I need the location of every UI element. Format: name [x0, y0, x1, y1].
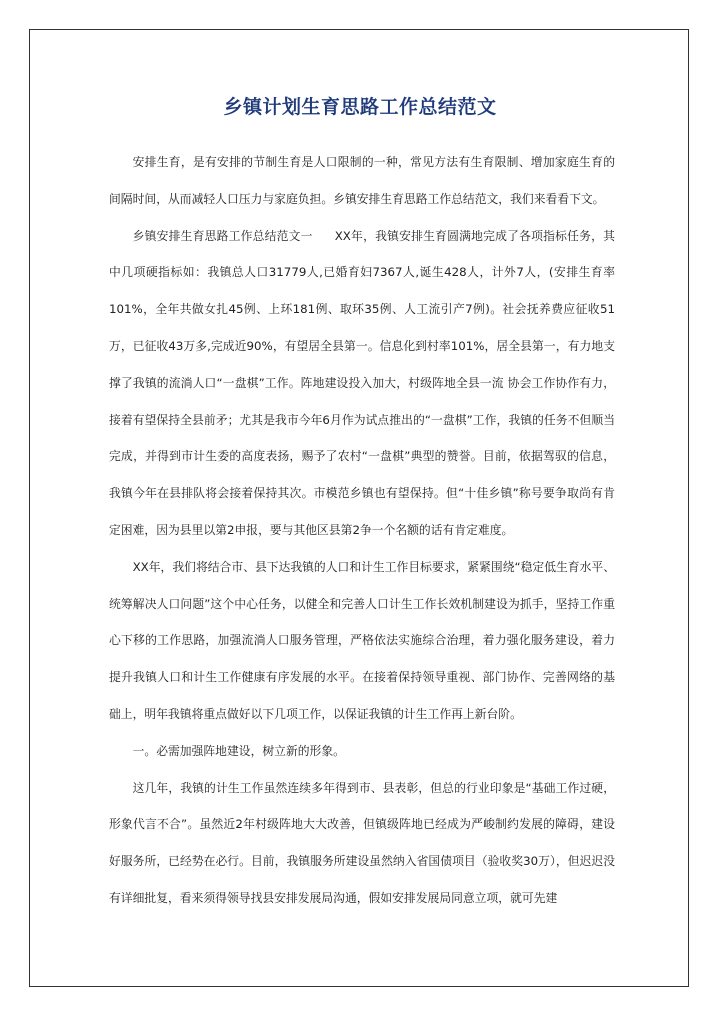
paragraph-point-one-body: 这几年，我镇的计生工作虽然连续多年得到市、县表彰，但总的行业印象是“基础工作过硬，形象代言不合”。虽然近2年村级阵地大大改善，但镇级阵地已经成为严峻制约发展的障碍，建设好服务所，已经势在必行。目前，我镇服务所建设虽然纳入省国债项目（验收奖30万），但迟迟没有详细批复，看来须得领导找县安排发展局沟通，假如安排发展局同意立项，就可先建 — [109, 780, 615, 905]
paragraph-intro: 安排生育，是有安排的节制生育是人口限制的一种，常见方法有生育限制、增加家庭生育的间隔时间，从而减轻人口压力与家庭负担。乡镇安排生育思路工作总结范文，我们来看看下文。 — [109, 155, 615, 206]
paragraph-point-one-heading: 一。必需加强阵地建设，树立新的形象。 — [132, 743, 345, 758]
paragraph-next-year-plan: XX年，我们将结合市、县下达我镇的人口和计生工作目标要求，紧紧围绕“稳定低生育水平、统筹解决人口问题”这个中心任务，以健全和完善人口计生工作长效机制建设为抓手，坚持工作重心下移的工作思路，加强流淌人口服务管理，严格依法实施综合治理，着力强化服务建设，着力提升我镇人口和计生工作健康有序发展的水平。在接着保持领导重视、部门协作、完善网络的基础上，明年我镇将重点做好以下几项工作，以保证我镇的计生工作再上新台阶。 — [109, 559, 615, 721]
section-heading-one: 乡镇安排生育思路工作总结范文一 — [132, 228, 313, 243]
document-title: 乡镇计划生育思路工作总结范文 — [223, 96, 497, 118]
document-body — [109, 144, 615, 917]
paragraph-summary-one — [109, 218, 615, 549]
summary-one-text: XX年，我镇安排生育圆满地完成了各项指标任务，其中几项硬指标如：我镇总人口31779人,已婚育妇7367人,诞生428人，计外7人，(安排生育率101%，全年共做女扎45例、上环181例、取环35例、人工流引产7例)。社会抚养费应征收51万，已征收43万多,完成近90%，有望居全县第一。信息化到村率101%，居全县第一，有力地支撑了我镇的流淌人口“一盘棋”工作。阵地建设投入加大，村级阵地全县一流 协会工作协作有力，接着有望保持全县前矛；尤其是我市今年6月作为试点推出的“一盘棋”工作，我镇的任务不但顺当完成，并得到市计生委的高度表扬，赐予了农村“一盘棋”典型的赞誉。目前，依据驾驭的信息，我镇今年在县排队将会接着保持其次。市模范乡镇也有望保持。但“十佳乡镇”称号要争取尚有肯定困难，因为县里以第2申报，要与其他区县第2争一个名额的话有肯定难度。 — [109, 228, 615, 537]
